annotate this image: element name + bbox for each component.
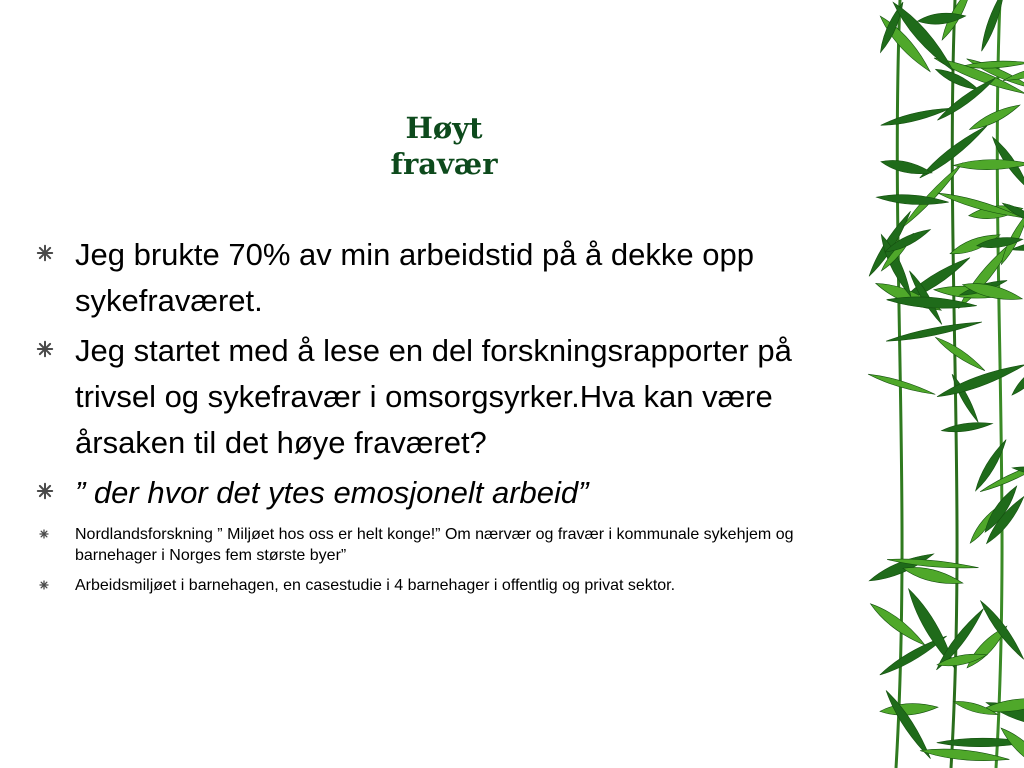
bullet-text: Arbeidsmiljøet i barnehagen, en casestudie i 4 barnehager i offentlig og privat sektor.	[75, 577, 676, 594]
bullet-item	[36, 470, 861, 516]
bullet-text: Jeg startet med å lese en del forskningsrapporter på trivsel og sykefravær i omsorgsyrker.Hva kan være årsaken til det høye fraværet?	[75, 333, 792, 460]
bullet-text: Jeg brukte 70% av min arbeidstid på å dekke opp sykefraværet.	[75, 237, 754, 318]
bullet-item	[36, 575, 861, 596]
bamboo-leaves-decoration	[860, 0, 1024, 768]
slide-title	[300, 110, 588, 182]
bullet-list	[36, 232, 861, 605]
asterisk-bullet-icon	[36, 482, 54, 500]
asterisk-bullet-icon	[39, 580, 49, 590]
asterisk-bullet-icon	[36, 340, 54, 358]
title-line-1: Høyt	[405, 111, 483, 145]
bullet-item	[36, 232, 861, 324]
bullet-text: Nordlandsforskning ” Miljøet hos oss er helt konge!” Om nærvær og fravær i kommunale sykehjem og barnehager i Norges fem største byer”	[75, 526, 794, 564]
bamboo-leaf	[978, 0, 1008, 53]
asterisk-bullet-icon	[36, 244, 54, 262]
bullet-item	[36, 328, 861, 466]
asterisk-bullet-icon	[39, 529, 49, 539]
bamboo-leaves-group	[865, 0, 1024, 768]
bamboo-leaf	[934, 334, 987, 373]
bamboo-leaf	[941, 420, 993, 434]
bamboo-leaf	[968, 101, 1022, 134]
bullet-text: ” der hvor det ytes emosjonelt arbeid”	[75, 475, 589, 510]
bamboo-leaf	[880, 702, 939, 717]
bullet-item	[36, 524, 861, 566]
bamboo-leaf	[876, 193, 949, 207]
title-line-2: fravær	[390, 147, 498, 181]
